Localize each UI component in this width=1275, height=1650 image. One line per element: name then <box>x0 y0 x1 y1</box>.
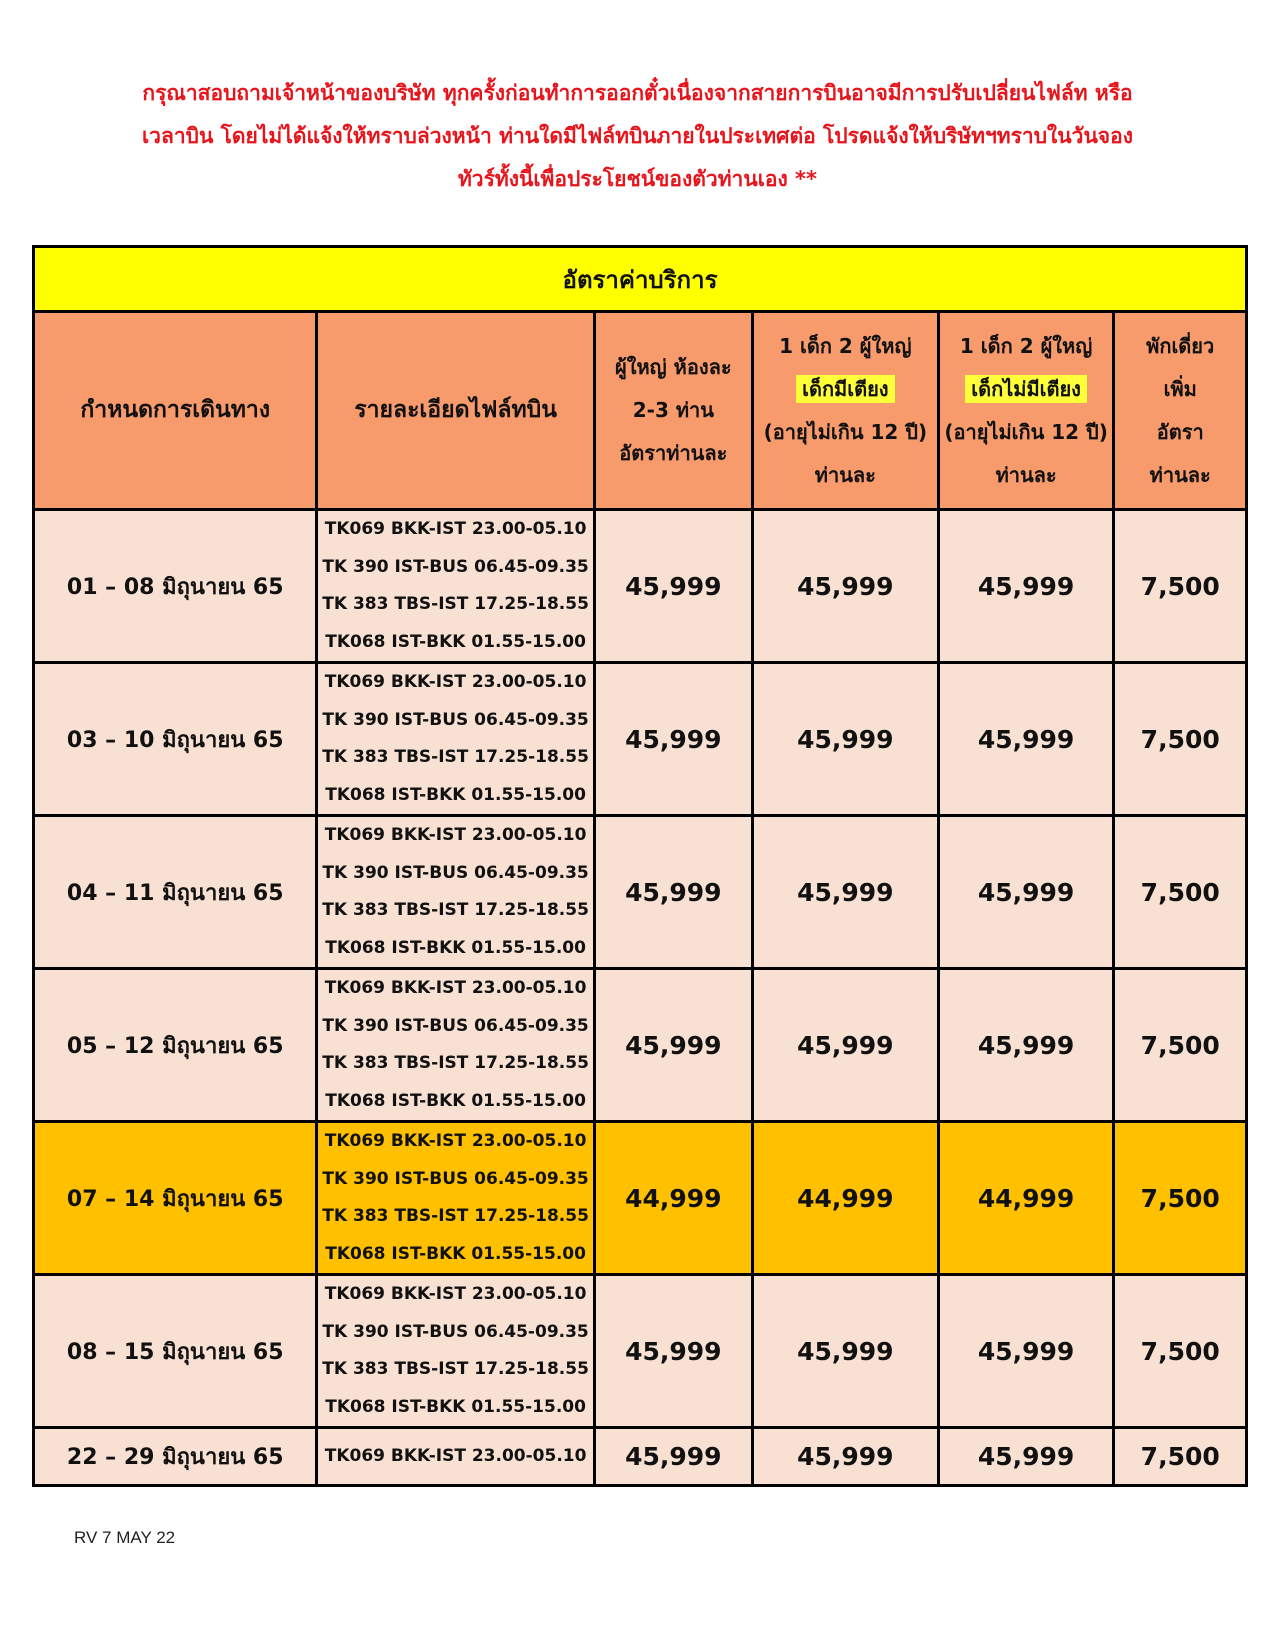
flight-details <box>317 1122 594 1275</box>
flight-line: TK 390 IST-BUS 06.45-09.35 <box>322 1321 589 1342</box>
flight-line: TK 390 IST-BUS 06.45-09.35 <box>322 1168 589 1189</box>
single-supplement: 7,500 <box>1114 1275 1247 1428</box>
flight-line: TK068 IST-BKK 01.55-15.00 <box>325 1090 586 1111</box>
child-bed-price: 45,999 <box>752 1275 938 1428</box>
adult-price: 45,999 <box>594 663 752 816</box>
highlight-label: เด็กมีเตียง <box>796 375 894 403</box>
table-row <box>34 510 1247 663</box>
flight-line: TK 383 TBS-IST 17.25-18.55 <box>322 1359 589 1379</box>
child-nobed-price: 45,999 <box>938 510 1114 663</box>
flight-details <box>317 510 594 663</box>
header-line <box>940 368 1113 411</box>
child-nobed-price: 45,999 <box>938 816 1114 969</box>
single-supplement: 7,500 <box>1114 1122 1247 1275</box>
child-bed-price: 45,999 <box>752 510 938 663</box>
child-nobed-price: 45,999 <box>938 663 1114 816</box>
child-nobed-price: 45,999 <box>938 1428 1114 1486</box>
header-line: ท่านละ <box>814 462 876 487</box>
header-line: เพิ่ม <box>1163 376 1197 401</box>
header-line: ท่านละ <box>995 462 1057 487</box>
flight-line: TK069 BKK-IST 23.00-05.10 <box>324 978 587 998</box>
header-child-bed <box>752 312 938 510</box>
table-row <box>34 816 1247 969</box>
child-bed-price: 44,999 <box>752 1122 938 1275</box>
child-bed-price: 45,999 <box>752 816 938 969</box>
flight-line: TK069 BKK-IST 23.00-05.10 <box>324 1284 587 1304</box>
header-line: 2-3 ท่าน <box>632 398 714 422</box>
flight-line: TK068 IST-BKK 01.55-15.00 <box>325 937 586 958</box>
travel-date: 03 – 10 มิถุนายน 65 <box>34 663 317 816</box>
travel-date: 22 – 29 มิถุนายน 65 <box>34 1428 317 1486</box>
flight-line: TK 383 TBS-IST 17.25-18.55 <box>322 747 589 767</box>
header-line: อัตรา <box>1156 419 1204 444</box>
flight-details <box>317 816 594 969</box>
flight-line: TK069 BKK-IST 23.00-05.10 <box>324 519 587 539</box>
header-line: 1 เด็ก 2 ผู้ใหญ่ <box>959 333 1093 358</box>
travel-date: 05 – 12 มิถุนายน 65 <box>34 969 317 1122</box>
flight-details <box>317 1428 594 1486</box>
flight-line: TK069 BKK-IST 23.00-05.10 <box>324 825 587 845</box>
travel-date: 08 – 15 มิถุนายน 65 <box>34 1275 317 1428</box>
header-line: 1 เด็ก 2 ผู้ใหญ่ <box>779 333 912 358</box>
header-child-nobed <box>938 312 1114 510</box>
header-line: (อายุไม่เกิน 12 ปี) <box>763 419 928 444</box>
notice-line: ทัวร์ทั้งนี้เพื่อประโยชน์ของตัวท่านเอง ** <box>457 167 818 191</box>
single-supplement: 7,500 <box>1114 510 1247 663</box>
flight-details <box>317 969 594 1122</box>
flight-line: TK 390 IST-BUS 06.45-09.35 <box>322 556 589 577</box>
header-single <box>1114 312 1247 510</box>
flight-line: TK068 IST-BKK 01.55-15.00 <box>325 1243 586 1264</box>
child-nobed-price: 44,999 <box>938 1122 1114 1275</box>
travel-date: 01 – 08 มิถุนายน 65 <box>34 510 317 663</box>
revision-note: RV 7 MAY 22 <box>74 1528 176 1547</box>
child-bed-price: 45,999 <box>752 1428 938 1486</box>
adult-price: 44,999 <box>594 1122 752 1275</box>
table-header-row <box>34 312 1247 510</box>
flight-details <box>317 1275 594 1428</box>
flight-line: TK 383 TBS-IST 17.25-18.55 <box>322 1053 589 1073</box>
highlight-label: เด็กไม่มีเตียง <box>965 375 1087 403</box>
flight-line: TK 383 TBS-IST 17.25-18.55 <box>322 594 589 614</box>
child-bed-price: 45,999 <box>752 969 938 1122</box>
flight-details <box>317 663 594 816</box>
adult-price: 45,999 <box>594 1428 752 1486</box>
flight-line: TK 383 TBS-IST 17.25-18.55 <box>322 900 589 920</box>
flight-line: TK 383 TBS-IST 17.25-18.55 <box>322 1206 589 1226</box>
header-line: อัตราท่านละ <box>619 441 728 465</box>
flight-line: TK068 IST-BKK 01.55-15.00 <box>325 1396 586 1417</box>
header-line <box>754 368 937 411</box>
single-supplement: 7,500 <box>1114 969 1247 1122</box>
single-supplement: 7,500 <box>1114 1428 1247 1486</box>
table-row <box>34 1428 1247 1486</box>
rates-table <box>32 245 1248 1487</box>
child-nobed-price: 45,999 <box>938 969 1114 1122</box>
adult-price: 45,999 <box>594 816 752 969</box>
header-line: พักเดี่ยว <box>1146 333 1215 358</box>
flight-line: TK069 BKK-IST 23.00-05.10 <box>324 672 587 692</box>
flight-line: TK069 BKK-IST 23.00-05.10 <box>324 1445 587 1466</box>
child-bed-price: 45,999 <box>752 663 938 816</box>
table-row <box>34 1275 1247 1428</box>
header-line: ผู้ใหญ่ ห้องละ <box>615 355 732 379</box>
flight-line: TK 390 IST-BUS 06.45-09.35 <box>322 862 589 883</box>
table-row <box>34 1122 1247 1275</box>
adult-price: 45,999 <box>594 510 752 663</box>
single-supplement: 7,500 <box>1114 663 1247 816</box>
travel-date: 04 – 11 มิถุนายน 65 <box>34 816 317 969</box>
adult-price: 45,999 <box>594 1275 752 1428</box>
adult-price: 45,999 <box>594 969 752 1122</box>
single-supplement: 7,500 <box>1114 816 1247 969</box>
travel-date: 07 – 14 มิถุนายน 65 <box>34 1122 317 1275</box>
table-title: อัตราค่าบริการ <box>34 247 1247 312</box>
header-flights: รายละเอียดไฟล์ทบิน <box>317 312 594 510</box>
header-line: (อายุไม่เกิน 12 ปี) <box>944 419 1108 444</box>
notice-line: เวลาบิน โดยไม่ได้แจ้งให้ทราบล่วงหน้า ท่านใดมีไฟล์ทบินภายในประเทศต่อ โปรดแจ้งให้บริษัทฯทราบในวันจอง <box>142 124 1133 148</box>
notice-line: กรุณาสอบถามเจ้าหน้าของบริษัท ทุกครั้งก่อนทำการออกตั๋วเนื่องจากสายการบินอาจมีการปรับเปลี่ยนไฟล์ท หรือ <box>142 81 1133 105</box>
flight-line: TK068 IST-BKK 01.55-15.00 <box>325 784 586 805</box>
header-line: ท่านละ <box>1149 462 1211 487</box>
booking-notice <box>60 72 1215 201</box>
child-nobed-price: 45,999 <box>938 1275 1114 1428</box>
flight-line: TK068 IST-BKK 01.55-15.00 <box>325 631 586 652</box>
table-row <box>34 969 1247 1122</box>
flight-line: TK 390 IST-BUS 06.45-09.35 <box>322 1015 589 1036</box>
flight-line: TK069 BKK-IST 23.00-05.10 <box>324 1131 587 1151</box>
header-schedule: กำหนดการเดินทาง <box>34 312 317 510</box>
header-adult <box>594 312 752 510</box>
flight-line: TK 390 IST-BUS 06.45-09.35 <box>322 709 589 730</box>
table-row <box>34 663 1247 816</box>
